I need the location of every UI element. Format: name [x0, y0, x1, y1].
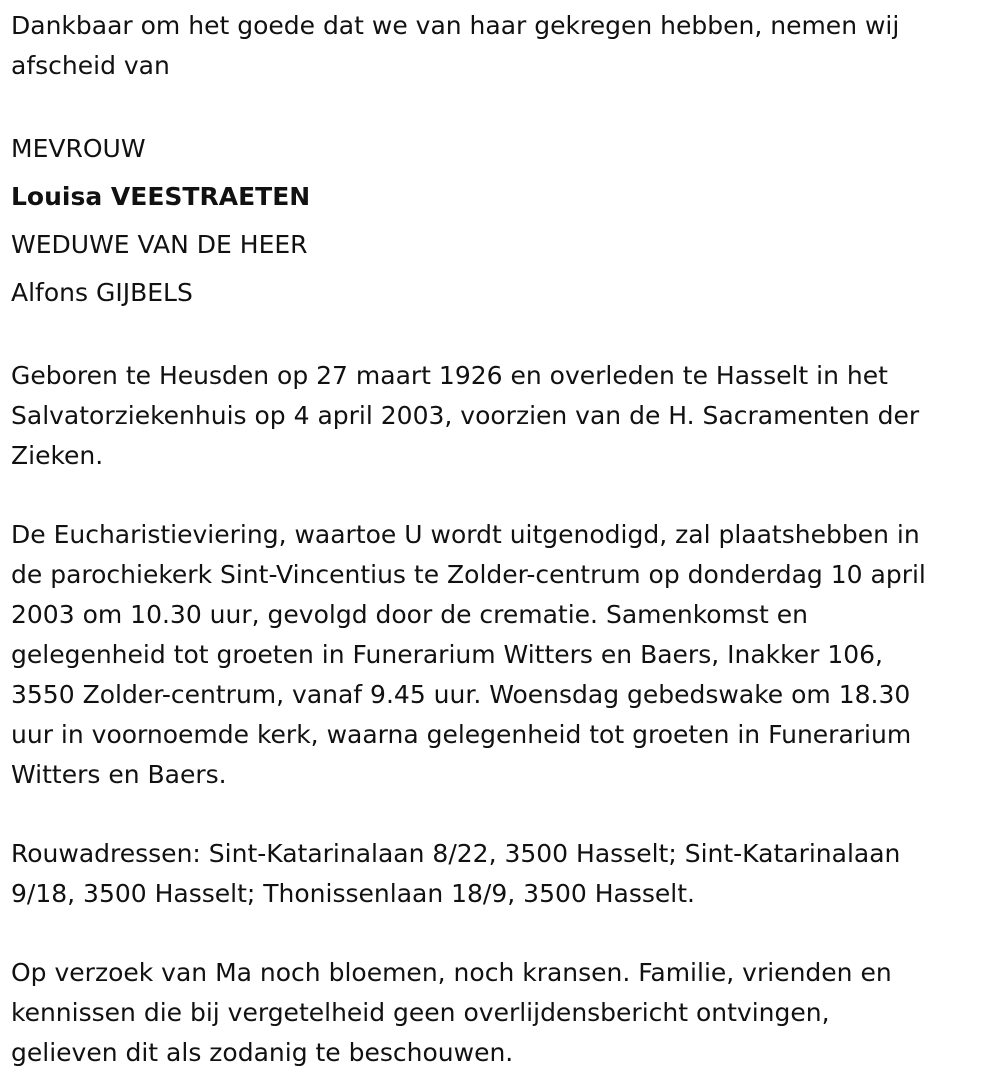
- address-line: 9/18, 3500 Hasselt; Thonissenlaan 18/9, 3500 Hasselt.: [11, 879, 695, 908]
- addresses-paragraph: [11, 834, 1000, 914]
- intro-paragraph: [11, 6, 1000, 86]
- deceased-name: Louisa VEESTRAETEN: [11, 182, 311, 211]
- birth-death-paragraph: [11, 356, 1000, 476]
- request-paragraph: [11, 953, 1000, 1073]
- ceremony-line: 3550 Zolder-centrum, vanaf 9.45 uur. Woensdag gebedswake om 18.30: [11, 680, 911, 709]
- ceremony-line: 2003 om 10.30 uur, gevolgd door de crematie. Samenkomst en: [11, 600, 808, 629]
- ceremony-line: de parochiekerk Sint-Vincentius te Zolder-centrum op donderdag 10 april: [11, 560, 926, 589]
- deceased-title: MEVROUW: [11, 134, 146, 163]
- ceremony-line: uur in voornoemde kerk, waarna gelegenheid tot groeten in Funerarium: [11, 720, 912, 749]
- ceremony-line: gelegenheid tot groeten in Funerarium Witters en Baers, Inakker 106,: [11, 640, 883, 669]
- ceremony-line: Witters en Baers.: [11, 760, 227, 789]
- ceremony-paragraph: [11, 515, 1000, 795]
- deceased-relation: WEDUWE VAN DE HEER: [11, 230, 308, 259]
- deceased-block: [11, 125, 1000, 317]
- intro-line: afscheid van: [11, 51, 170, 80]
- request-line: kennissen die bij vergetelheid geen overlijdensbericht ontvingen,: [11, 998, 830, 1027]
- intro-line: Dankbaar om het goede dat we van haar gekregen hebben, nemen wij: [11, 11, 900, 40]
- birth-death-line: Geboren te Heusden op 27 maart 1926 en overleden te Hasselt in het: [11, 361, 888, 390]
- ceremony-line: De Eucharistieviering, waartoe U wordt uitgenodigd, zal plaatshebben in: [11, 520, 920, 549]
- request-line: Op verzoek van Ma noch bloemen, noch kransen. Familie, vrienden en: [11, 958, 892, 987]
- birth-death-line: Salvatorziekenhuis op 4 april 2003, voorzien van de H. Sacramenten der: [11, 401, 920, 430]
- birth-death-line: Zieken.: [11, 441, 104, 470]
- address-line: Rouwadressen: Sint-Katarinalaan 8/22, 3500 Hasselt; Sint-Katarinalaan: [11, 839, 901, 868]
- request-line: gelieven dit als zodanig te beschouwen.: [11, 1038, 514, 1067]
- spouse-name: Alfons GIJBELS: [11, 278, 193, 307]
